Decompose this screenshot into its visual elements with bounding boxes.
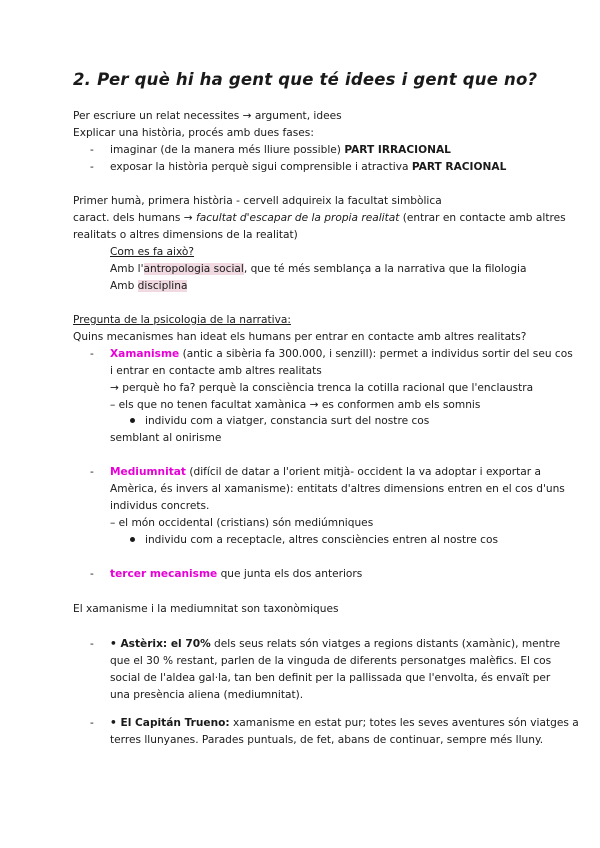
phase-1: [110, 142, 451, 160]
answer-1-highlight: antropologia social: [143, 263, 244, 275]
bullet-dash: -: [90, 348, 94, 360]
bullet-dash: -: [90, 161, 94, 173]
mediumnitat-term: Mediumnitat: [110, 466, 186, 478]
trueno-line-1: [110, 715, 579, 733]
phase-1-text: imaginar (de la manera més lliure possible): [110, 144, 345, 156]
asterix-desc: dels seus relats són viatges a regions distants (xamànic), mentre: [210, 638, 561, 650]
answer-2-a: Amb: [110, 280, 138, 292]
bullet-dot-icon: [130, 418, 135, 423]
xamanisme-line-5: semblant al onirisme: [110, 432, 222, 444]
human-line-3: realitats o altres dimensions de la realitat): [73, 229, 298, 241]
human-line-2-b: (entrar en contacte amb altres: [399, 212, 566, 224]
xamanisme-line-3: → perquè ho fa? perquè la consciència trenca la cotilla racional que l'enclaustra: [110, 382, 534, 394]
bullet-dash: -: [90, 717, 94, 729]
phase-2-text: exposar la història perquè sigui comprensible i atractiva: [110, 161, 412, 173]
asterix-line-3: social de l'aldea gal·la, tan ben definit per la pallissada que l'envolta, és envaït per: [110, 672, 551, 684]
asterix-bold: • Astèrix: el 70%: [110, 638, 211, 650]
third-mechanism-desc: que junta els dos anteriors: [217, 568, 363, 580]
xamanisme-desc: (antic a sibèria fa 300.000, i senzill): permet a individus sortir del seu cos: [179, 348, 573, 360]
phase-2-bold: PART RACIONAL: [411, 161, 507, 173]
mediumnitat-line-1: [110, 464, 541, 482]
bullet-dash: -: [90, 638, 94, 650]
mediumnitat-line-4: – el món occidental (cristians) són mediúmniques: [110, 517, 374, 529]
xamanisme-line-1: [110, 346, 573, 364]
asterix-line-1: [110, 636, 560, 654]
intro-line-1: Per escriure un relat necessites → argument, idees: [73, 110, 342, 122]
bullet-dot-icon: [130, 537, 135, 542]
xamanisme-term: Xamanisme: [110, 348, 180, 360]
xamanisme-line-2: i entrar en contacte amb altres realitats: [110, 365, 322, 377]
how-question: Com es fa això?: [110, 246, 195, 258]
human-line-2-a: caract. dels humans →: [73, 212, 197, 224]
xamanisme-line-4: – els que no tenen facultat xamànica → es conformen amb els somnis: [110, 399, 481, 411]
mediumnitat-desc: (difícil de datar a l'orient mitjà- occident la va adoptar i exportar a: [185, 466, 541, 478]
answer-1: [110, 261, 527, 279]
human-line-1: Primer humà, primera història - cervell adquireix la facultat simbòlica: [73, 195, 442, 207]
psychology-heading: Pregunta de la psicologia de la narrativa:: [73, 314, 291, 326]
phase-1-bold: PART IRRACIONAL: [344, 144, 451, 156]
phase-2: [110, 159, 506, 177]
asterix-line-4: una presència aliena (mediumnitat).: [110, 689, 304, 701]
bullet-dash: -: [90, 466, 94, 478]
third-mechanism: [110, 566, 362, 584]
answer-2: [110, 278, 187, 296]
intro-line-2: Explicar una història, procés amb dues fases:: [73, 127, 314, 139]
answer-1-a: Amb l': [110, 263, 144, 275]
trueno-bold: • El Capitán Trueno:: [110, 717, 230, 729]
mediumnitat-bullet: individu com a receptacle, altres consciències entren al nostre cos: [145, 534, 499, 546]
answer-2-highlight: disciplina: [137, 280, 188, 292]
mediumnitat-line-2: Amèrica, és invers al xamanisme): entitats d'altres dimensions entren en el cos d'uns: [110, 483, 565, 495]
answer-1-b: , que té més semblança a la narrativa que la filologia: [243, 263, 527, 275]
mediumnitat-line-3: individus concrets.: [110, 500, 210, 512]
taxonomy-line: El xamanisme i la mediumnitat son taxonòmiques: [73, 603, 339, 615]
xamanisme-bullet: individu com a viatger, constancia surt del nostre cos: [145, 415, 430, 427]
third-mechanism-term: tercer mecanisme: [110, 568, 218, 580]
page-title: 2. Per què hi ha gent que té idees i gent que no?: [73, 70, 538, 89]
asterix-line-2: que el 30 % restant, parlen de la vinguda de diferents personatges malèfics. El cos: [110, 655, 552, 667]
trueno-line-2: terres llunyanes. Parades puntuals, de fet, abans de continuar, sempre més lluny.: [110, 734, 544, 746]
human-line-2: [73, 210, 566, 228]
bullet-dash: -: [90, 568, 94, 580]
trueno-desc: xamanisme en estat pur; totes les seves aventures són viatges a: [229, 717, 579, 729]
bullet-dash: -: [90, 144, 94, 156]
psychology-question: Quins mecanismes han ideat els humans per entrar en contacte amb altres realitats?: [73, 331, 527, 343]
human-line-2-italic: facultat d'escapar de la propia realitat: [196, 212, 400, 224]
